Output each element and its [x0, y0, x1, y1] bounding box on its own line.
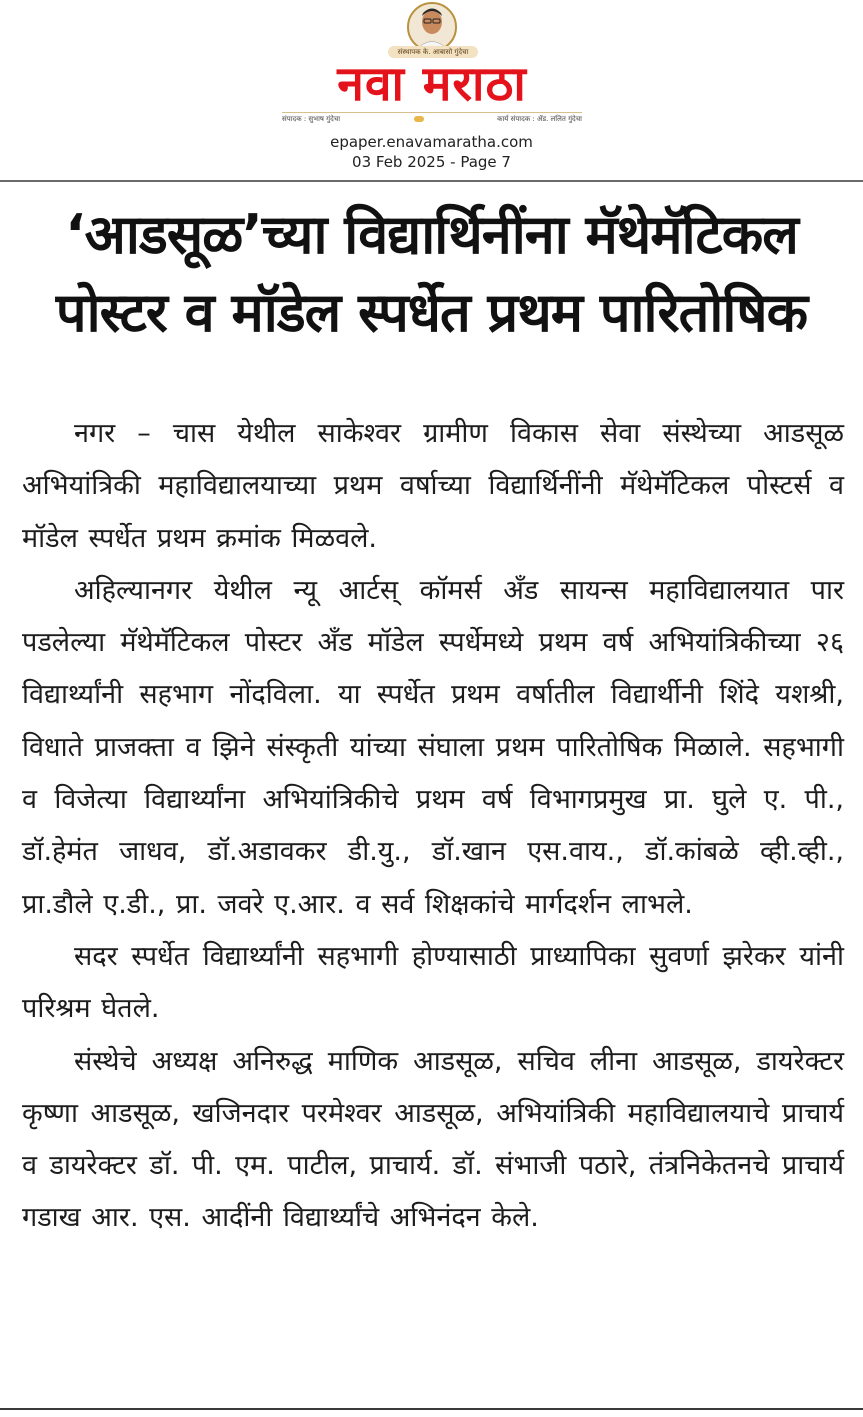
epaper-url: epaper.enavamaratha.com — [330, 133, 533, 151]
headline-line-1: ‘आडसूळ’च्या विद्यार्थिनींना मॅथेमॅटिकल — [65, 203, 798, 266]
founder-line: संस्थापक के. आबासो गुंदेचा — [388, 46, 478, 58]
article-body — [22, 408, 844, 1245]
article-paragraph: संस्थेचे अध्यक्ष अनिरुद्ध माणिक आडसूळ, सचिव लीना आडसूळ, डायरेक्टर कृष्णा आडसूळ, खजिनदार परमेश्वर आडसूळ, अभियांत्रिकी महाविद्यालयाचे प्राचार्य व डायरेक्टर डॉ. पी. एम. पाटील, प्राचार्य. डॉ. संभाजी पठारे, तंत्रनिकेतनचे प्राचार्य गडाख आर. एस. आदींनी विद्यार्थ्यांचे अभिनंदन केले. — [22, 1045, 844, 1234]
date-page: 03 Feb 2025 - Page 7 — [352, 153, 511, 171]
headline-line-2: पोस्टर व मॉडेल स्पर्धेत प्रथम पारितोषिक — [55, 281, 808, 344]
top-divider — [0, 180, 863, 182]
article-paragraph: नगर – चास येथील साकेश्वर ग्रामीण विकास सेवा संस्थेच्या आडसूळ अभियांत्रिकी महाविद्यालयाच्या प्रथम वर्षाच्या विद्यार्थिनींनी मॅथेमॅटिकल पोस्टर्स व मॉडेल स्पर्धेत प्रथम क्रमांक मिळवले. — [22, 418, 844, 554]
masthead — [0, 0, 863, 180]
article-paragraph: अहिल्यानगर येथील न्यू आर्टस् कॉमर्स अँड सायन्स महाविद्यालयात पार पडलेल्या मॅथेमॅटिकल पोस्टर अँड मॉडेल स्पर्धेमध्ये प्रथम वर्ष अभियांत्रिकीच्या २६ विद्यार्थ्यांनी सहभाग नोंदविला. या स्पर्धेत प्रथम वर्षातील विद्यार्थीनी शिंदे यशश्री, विधाते प्राजक्ता व झिने संस्कृती यांच्या संघाला प्रथम पारितोषिक मिळाले. सहभागी व विजेत्या विद्यार्थ्यांना अभियांत्रिकीचे प्रथम वर्ष विभागप्रमुख प्रा. घुले ए. पी., डॉ.हेमंत जाधव, डॉ.अडावकर डी.यु., डॉ.खान एस.वाय., डॉ.कांबळे व्ही.व्ही., प्रा.डौले ए.डी., प्रा. जवरे ए.आर. व सर्व शिक्षकांचे मार्गदर्शन लाभले. — [22, 574, 844, 920]
portrait-icon — [405, 2, 459, 52]
headline — [20, 196, 843, 352]
ornament-icon — [414, 116, 424, 122]
exec-editor-line: कार्य संपादक : ॲड. ललित गुंदेचा — [497, 114, 582, 123]
newspaper-logo: नवा मराठा — [337, 56, 527, 112]
editor-line: संपादक : सुभाष गुंदेचा — [282, 114, 341, 123]
bottom-divider — [0, 1408, 863, 1410]
article-paragraph: सदर स्पर्धेत विद्यार्थ्यांनी सहभागी होण्यासाठी प्राध्यापिका सुवर्णा झरेकर यांनी परिश्रम घेतले. — [22, 940, 844, 1025]
logo-subline — [282, 112, 582, 125]
